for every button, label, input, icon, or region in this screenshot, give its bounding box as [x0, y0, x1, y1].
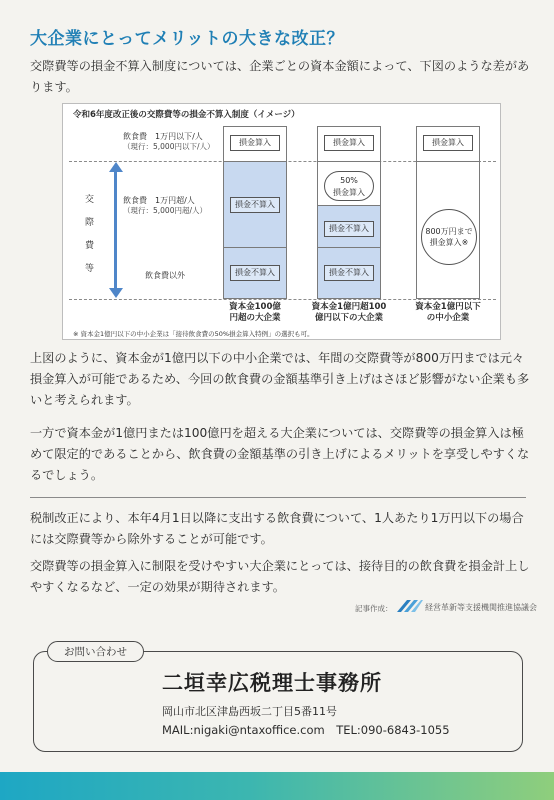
- tag-non-deductible: 損金不算入: [230, 265, 280, 281]
- label-line: 資本金1億円超100: [311, 302, 387, 312]
- tag-line: 損金算入: [333, 188, 365, 197]
- label-line: 億円以下の大企業: [314, 313, 383, 323]
- credit-label: 記事作成：: [355, 604, 393, 613]
- tag-non-deductible: 損金不算入: [324, 221, 374, 237]
- tag-line: 損金算入※: [429, 238, 469, 247]
- tag-line: 800万円まで: [425, 227, 473, 236]
- tag-sme-deductible: [421, 209, 477, 265]
- segment-line: [417, 161, 479, 162]
- vertical-char: 交: [85, 195, 95, 205]
- column-label: [299, 302, 399, 324]
- column-label: [205, 302, 305, 324]
- paragraph-effect: 交際費等の損金算入に制限を受けやすい大企業にとっては、接待目的の飲食費を損金計上しやすくなるなど、一定の効果が期待されます。: [30, 559, 530, 594]
- tag-deductible: 損金算入: [324, 135, 374, 151]
- tag-line: 50%: [340, 176, 358, 185]
- label-line: 資本金1億円以下: [415, 302, 481, 312]
- range-arrow-heads: [109, 162, 123, 298]
- page-heading: 大企業にとってメリットの大きな改正？: [30, 29, 344, 49]
- row-text: 飲食費 1万円超/人: [123, 196, 195, 205]
- segment-line: [224, 247, 286, 248]
- paragraph-summary: 税制改正により、本年4月1日以降に支出する飲食費について、1人あたり1万円以下の場合には交際費等から除外することが可能です。: [30, 511, 524, 546]
- vertical-char: 際: [85, 218, 95, 228]
- column-sme: [416, 126, 480, 299]
- tag-non-deductible: 損金不算入: [230, 197, 280, 213]
- row-label-meal-under: [123, 132, 215, 152]
- label-line: 円超の大企業: [229, 313, 281, 323]
- credit-org: 経営革新等支援機関推進協議会: [425, 603, 537, 612]
- row-text: 飲食費 1万円以下/人: [123, 132, 203, 141]
- paragraph-large: 一方で資本金が1億円または100億円を超える大企業については、交際費等の損金算入は極めて限定的であることから、飲食費の金額基準の引き上げによるメリットを享受しやすくなるでしょう。: [30, 426, 530, 482]
- paragraph-sme: 上図のように、資本金が1億円以下の中小企業では、年間の交際費等が800万円までは元々損金算入が可能であるため、今回の飲食費の金額基準引き上げはさほど影響がない企業も多いと考えられます。: [30, 351, 530, 407]
- divider-line: [69, 299, 496, 300]
- vertical-char: 費: [85, 241, 95, 251]
- figure-note: ※ 資本金1億円以下の中小企業は「接待飲食費の50%損金算入特例」の選択も可。: [73, 330, 314, 338]
- non-deductible-area: [318, 205, 380, 298]
- deduction-figure: [62, 103, 501, 340]
- segment-line: [318, 205, 380, 206]
- column-label: [398, 302, 498, 324]
- figure-title: 令和6年度改正後の交際費等の損金不算入制度（イメージ）: [73, 110, 300, 120]
- row-label-other: 飲食費以外: [145, 271, 185, 280]
- office-address: 岡山市北区津島西坂二丁目5番11号: [162, 705, 337, 718]
- label-line: の中小企業: [426, 313, 470, 323]
- intro-paragraph: 交際費等の損金不算入制度については、企業ごとの資本金額によって、下図のような差があります。: [30, 59, 530, 94]
- vertical-char: 等: [85, 264, 95, 274]
- segment-line: [224, 161, 286, 162]
- row-subtext: （現行：5,000円以下/人）: [123, 142, 215, 151]
- footer-band: [0, 772, 554, 800]
- segment-line: [318, 247, 380, 248]
- tag-non-deductible: 損金不算入: [324, 265, 374, 281]
- contact-label: お問い合わせ: [47, 641, 144, 662]
- row-subtext: （現行：5,000円超/人）: [123, 206, 207, 215]
- tag-half-deductible: [324, 171, 374, 201]
- office-name: 二垣幸広税理士事務所: [162, 671, 382, 695]
- tag-deductible: 損金算入: [230, 135, 280, 151]
- label-line: 資本金100億: [229, 302, 281, 312]
- section-divider: [30, 497, 526, 498]
- tag-deductible: 損金算入: [423, 135, 473, 151]
- column-large-over-10b: [223, 126, 287, 299]
- office-contact: MAIL:nigaki@ntaxoffice.com TEL:090-6843-1055: [162, 723, 450, 737]
- column-large-1b-10b: [317, 126, 381, 299]
- row-label-meal-over: [123, 196, 207, 216]
- council-logo-icon: [397, 598, 423, 612]
- segment-line: [318, 161, 380, 162]
